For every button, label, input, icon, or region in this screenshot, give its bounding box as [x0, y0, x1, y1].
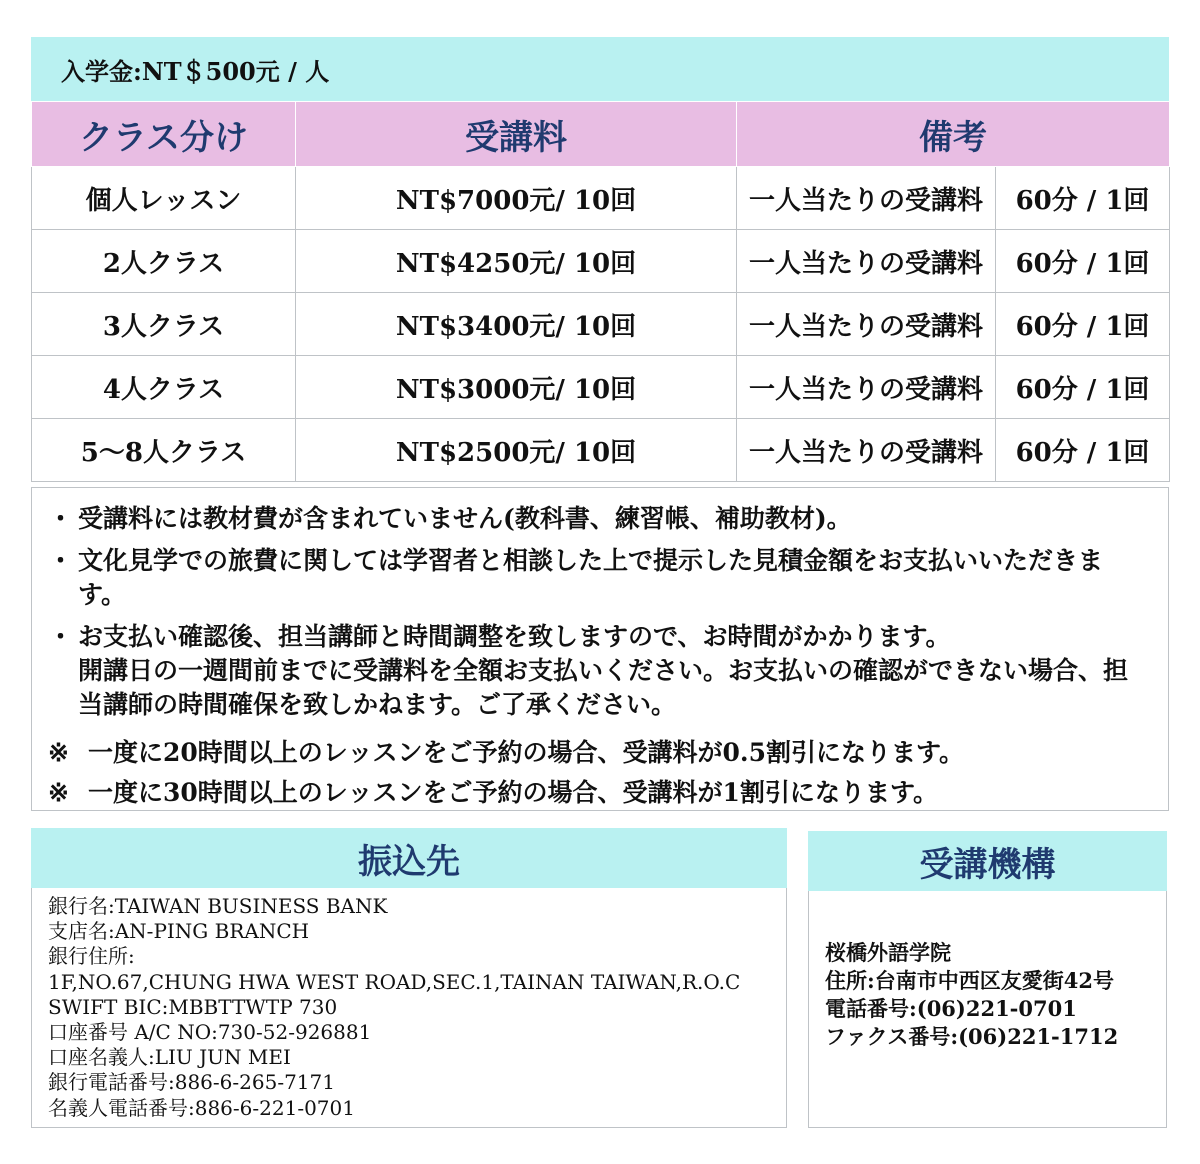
- bullet-symbol: ・: [48, 504, 74, 533]
- class-cell: 5～8人クラス: [32, 419, 296, 482]
- bank-line: 名義人電話番号:886-6-221-0701: [48, 1095, 355, 1120]
- class-cell: 2人クラス: [32, 230, 296, 293]
- table-row: [32, 167, 1170, 230]
- bank-line: 支店名:AN-PING BRANCH: [48, 919, 310, 944]
- fee-cell: NT$7000元/ 10回: [296, 167, 737, 230]
- note-text: お支払い確認後、担当講師と時間調整を致しますので、お時間がかかります。: [78, 622, 951, 651]
- fee-cell: NT$3400元/ 10回: [296, 293, 737, 356]
- note-cell: 一人当たりの受講料: [737, 167, 996, 230]
- bank-title: 振込先: [358, 841, 460, 882]
- discount-text: 一度に20時間以上のレッスンをご予約の場合、受講料が0.5割引になります。: [88, 738, 965, 767]
- notes-section: [31, 487, 1169, 811]
- header-fee: 受講料: [296, 102, 737, 167]
- bank-line: 銀行電話番号:886-6-265-7171: [48, 1070, 335, 1095]
- fee-table: [31, 101, 1170, 482]
- note-cell: 一人当たりの受講料: [737, 356, 996, 419]
- duration-cell: 60分 / 1回: [996, 356, 1170, 419]
- bank-line: 1F,NO.67,CHUNG HWA WEST ROAD,SEC.1,TAINAN TAIWAN,R.O.C: [48, 969, 741, 994]
- note-cell: 一人当たりの受講料: [737, 230, 996, 293]
- note-item: [48, 502, 1150, 536]
- header-remarks: 備考: [737, 102, 1170, 167]
- note-item: [48, 544, 1150, 612]
- note-cell: 一人当たりの受講料: [737, 293, 996, 356]
- fee-cell: NT$4250元/ 10回: [296, 230, 737, 293]
- note-text: 文化見学での旅費に関しては学習者と相談した上で提示した見積金額をお支払いいただきます。: [78, 546, 1104, 609]
- duration-cell: 60分 / 1回: [996, 230, 1170, 293]
- note-text: 開講日の一週間前までに受講料を全額お支払いください。お支払いの確認ができない場合、担当講師の時間確保を致しかねます。ご了承ください。: [78, 656, 1129, 719]
- table-row: [32, 293, 1170, 356]
- school-line: 電話番号:(06)221-0701: [825, 996, 1077, 1021]
- entrance-fee-banner: [31, 37, 1169, 101]
- school-line: ファクス番号:(06)221-1712: [825, 1024, 1119, 1049]
- header-class: クラス分け: [32, 102, 296, 167]
- duration-cell: 60分 / 1回: [996, 167, 1170, 230]
- note-item: [48, 620, 1150, 722]
- note-text: 受講料には教材費が含まれていません(教科書、練習帳、補助教材)。: [78, 504, 852, 533]
- duration-cell: 60分 / 1回: [996, 419, 1170, 482]
- note-mark-symbol: ※: [48, 738, 69, 767]
- school-panel-title: [808, 831, 1167, 891]
- bank-line: 口座番号 A/C NO:730-52-926881: [48, 1020, 372, 1045]
- discount-note: [48, 776, 1150, 810]
- entrance-fee-text: 入学金:NT＄500元 / 人: [61, 56, 330, 86]
- note-mark-symbol: ※: [48, 778, 69, 807]
- bank-line: 銀行名:TAIWAN BUSINESS BANK: [48, 894, 388, 918]
- note-cell: 一人当たりの受講料: [737, 419, 996, 482]
- bullet-symbol: ・: [48, 546, 74, 575]
- school-line: 住所:台南市中西区友愛街42号: [825, 968, 1114, 993]
- bank-line: 銀行住所:: [48, 944, 135, 969]
- class-cell: 4人クラス: [32, 356, 296, 419]
- school-title: 受講機構: [919, 844, 1056, 885]
- class-cell: 個人レッスン: [32, 167, 296, 230]
- school-line: 桜橋外語学院: [825, 940, 951, 965]
- class-cell: 3人クラス: [32, 293, 296, 356]
- bullet-symbol: ・: [48, 622, 74, 651]
- discount-text: 一度に30時間以上のレッスンをご予約の場合、受講料が1割引になります。: [88, 778, 938, 807]
- table-row: [32, 419, 1170, 482]
- bank-line: SWIFT BIC:MBBTTWTP 730: [48, 994, 338, 1019]
- school-details: [808, 891, 1167, 1128]
- duration-cell: 60分 / 1回: [996, 293, 1170, 356]
- fee-cell: NT$2500元/ 10回: [296, 419, 737, 482]
- bank-details: [31, 888, 787, 1128]
- bank-line: 口座名義人:LIU JUN MEI: [48, 1045, 291, 1070]
- fee-table-header: [32, 102, 1170, 167]
- table-row: [32, 230, 1170, 293]
- discount-note: [48, 736, 1150, 770]
- table-row: [32, 356, 1170, 419]
- bank-panel-title: [31, 828, 787, 888]
- fee-cell: NT$3000元/ 10回: [296, 356, 737, 419]
